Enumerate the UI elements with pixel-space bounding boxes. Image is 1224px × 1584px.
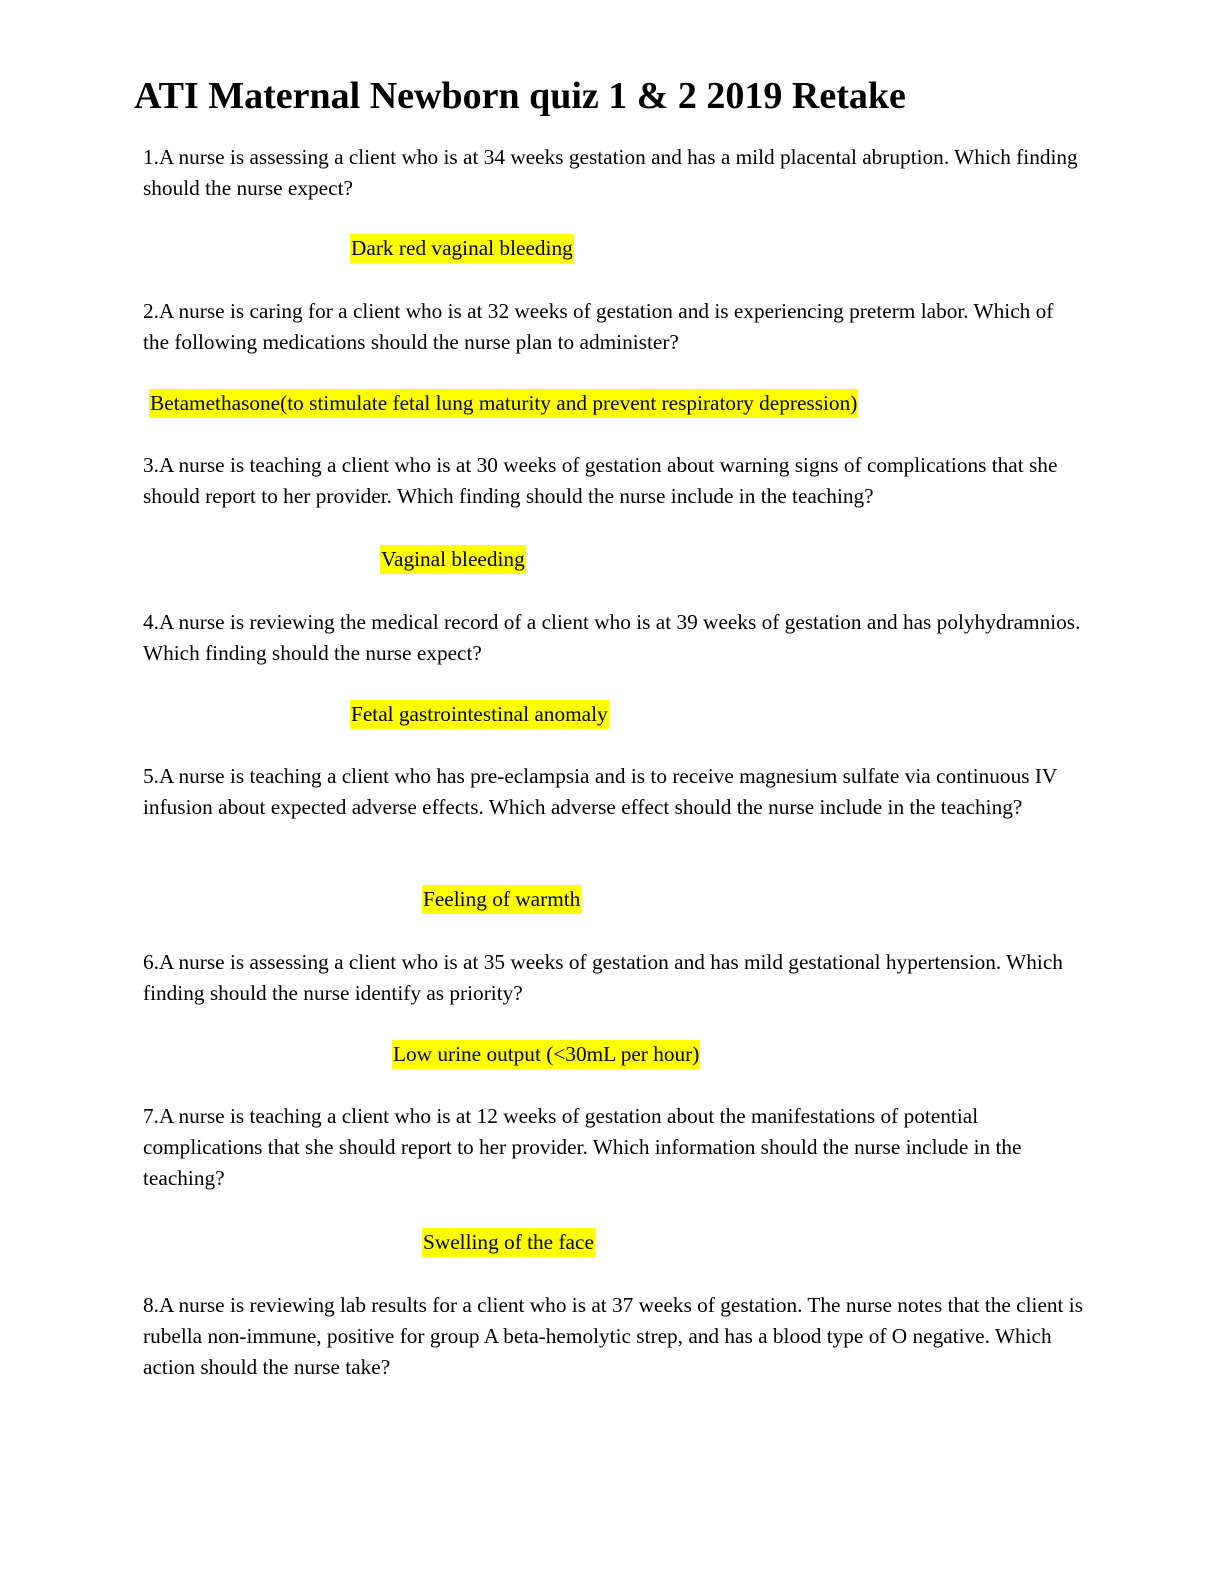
- question-3: 3.A nurse is teaching a client who is at 30 weeks of gestation about warning signs of complications that she should report to her provider. Which finding should the nurse include in the teaching?: [143, 453, 1058, 508]
- question-7: 7.A nurse is teaching a client who is at 12 weeks of gestation about the manifestations of potential complications that she should report to her provider. Which information should the nurse include in the teaching?: [143, 1104, 1022, 1190]
- question-2: 2.A nurse is caring for a client who is at 32 weeks of gestation and is experiencing preterm labor. Which of the following medications should the nurse plan to administer?: [143, 299, 1054, 354]
- answer-2: [149, 389, 858, 417]
- answer-4: [350, 700, 609, 728]
- answer-7: [422, 1228, 595, 1256]
- answer-5: [422, 885, 581, 913]
- answer-3: [380, 545, 526, 573]
- answer-1-highlight: Dark red vaginal bleeding: [350, 234, 574, 263]
- question-6: 6.A nurse is assessing a client who is at 35 weeks of gestation and has mild gestational hypertension. Which finding should the nurse identify as priority?: [143, 950, 1063, 1005]
- answer-6: [392, 1040, 700, 1068]
- answer-3-highlight: Vaginal bleeding: [380, 545, 526, 574]
- question-4: 4.A nurse is reviewing the medical record of a client who is at 39 weeks of gestation and has polyhydramnios. Which finding should the nurse expect?: [143, 610, 1081, 665]
- answer-7-highlight: Swelling of the face: [422, 1228, 595, 1257]
- answer-2-highlight: Betamethasone(to stimulate fetal lung maturity and prevent respiratory depression): [149, 389, 858, 418]
- question-8: 8.A nurse is reviewing lab results for a client who is at 37 weeks of gestation. The nurse notes that the client is rubella non-immune, positive for group A beta-hemolytic strep, and has a blood type of O negative. Which action should the nurse take?: [143, 1293, 1084, 1379]
- answer-4-highlight: Fetal gastrointestinal anomaly: [350, 700, 609, 729]
- answer-1: [350, 234, 574, 262]
- document-title: ATI Maternal Newborn quiz 1 & 2 2019 Retake: [134, 75, 906, 117]
- question-1: 1.A nurse is assessing a client who is at 34 weeks gestation and has a mild placental abruption. Which finding should the nurse expect?: [143, 145, 1078, 200]
- question-5: 5.A nurse is teaching a client who has pre-eclampsia and is to receive magnesium sulfate via continuous IV infusion about expected adverse effects. Which adverse effect should the nurse include in the teaching?: [143, 764, 1057, 819]
- answer-6-highlight: Low urine output (<30mL per hour): [392, 1040, 700, 1069]
- answer-5-highlight: Feeling of warmth: [422, 885, 581, 914]
